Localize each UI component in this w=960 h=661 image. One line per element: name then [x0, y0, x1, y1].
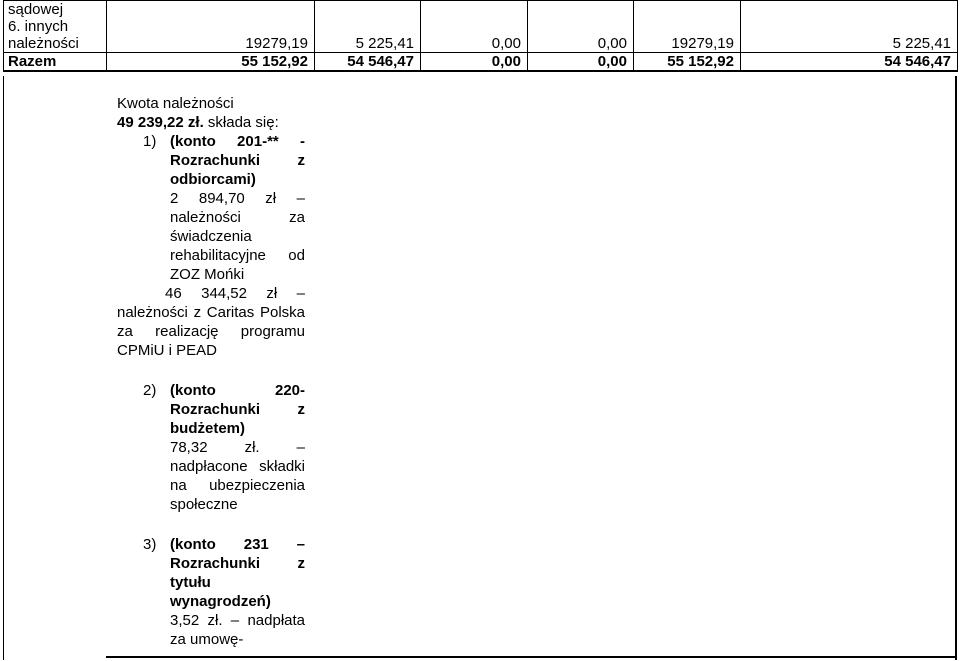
cell-value: 19279,19 — [107, 1, 315, 53]
item-marker: 3) — [143, 536, 157, 553]
item-line-full: 46 344,52 zł – należności z Caritas Polska za realizację programu CPMiU i PEAD — [117, 285, 305, 359]
cell-value: 0,00 — [421, 53, 528, 72]
receivables-table — [3, 0, 958, 72]
receivables-note — [117, 94, 305, 649]
item-heading: (konto 201-** - Rozrachunki z odbiorcami) — [170, 133, 305, 188]
item-marker: 2) — [143, 382, 157, 399]
intro-amount: 49 239,22 zł. — [117, 114, 204, 131]
list-item — [117, 132, 305, 284]
item-heading: (konto 220- Rozrachunki z budżetem) — [170, 382, 305, 437]
item-line: 2 894,70 zł – należności za świadczenia rehabilitacyjne od ZOZ Mońki — [170, 190, 305, 283]
cell-value: 54 546,47 — [315, 53, 421, 72]
row-label: sądowej 6. innych należności — [4, 1, 107, 53]
cell-value: 5 225,41 — [315, 1, 421, 53]
item-line: 78,32 zł. – nadpłacone składki na ubezpieczenia społeczne — [170, 439, 305, 513]
row-label: Razem — [4, 53, 107, 72]
intro-prefix: Kwota należności — [117, 95, 234, 112]
cell-value: 0,00 — [528, 1, 634, 53]
table-row — [4, 1, 958, 53]
item-heading: (konto 231 – Rozrachunki z tytułu wynagrodzeń) — [170, 536, 305, 610]
intro-suffix: składa się: — [203, 114, 279, 131]
cell-value: 0,00 — [421, 1, 528, 53]
table-row-total — [4, 53, 958, 72]
cell-value: 54 546,47 — [741, 53, 958, 72]
cell-value: 0,00 — [528, 53, 634, 72]
note-intro — [117, 94, 305, 132]
cell-value: 19279,19 — [634, 1, 741, 53]
item-line: 3,52 zł. – nadpłata za umowę- — [170, 612, 305, 648]
cell-value: 55 152,92 — [107, 53, 315, 72]
list-item — [117, 381, 305, 514]
cell-value: 55 152,92 — [634, 53, 741, 72]
bottom-divider — [106, 656, 956, 658]
list-item — [117, 535, 305, 649]
item-marker: 1) — [143, 133, 157, 150]
cell-value: 5 225,41 — [741, 1, 958, 53]
